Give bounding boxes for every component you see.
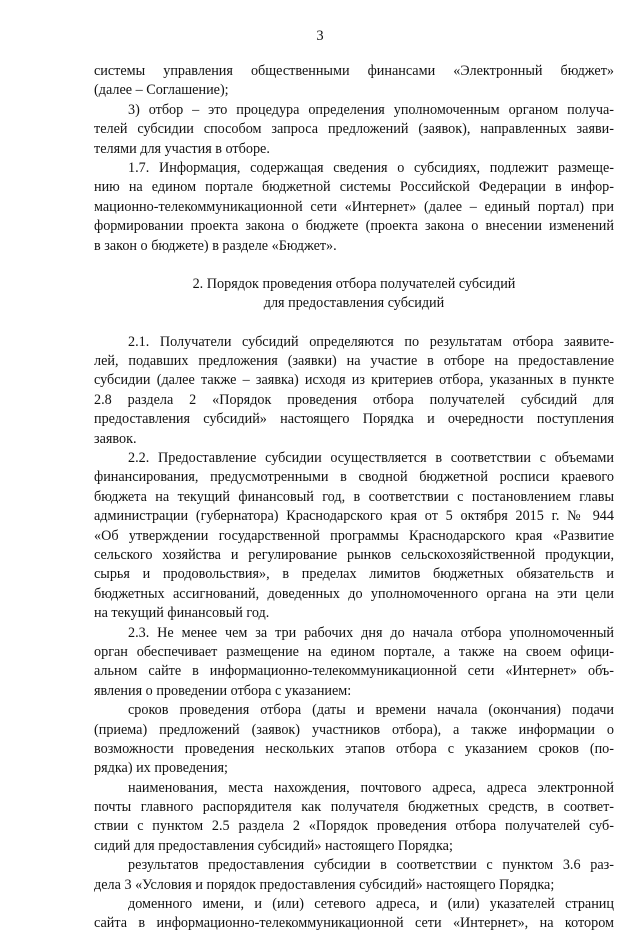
text-line: сельского хозяйства и регулирование рынков сельскохозяйственной продукции, xyxy=(94,546,614,563)
section-heading-line: 2. Порядок проведения отбора получателей субсидий xyxy=(192,275,516,292)
text-line: (далее – Соглашение); xyxy=(94,82,229,99)
text-line: финансирования, предусмотренными в сводной бюджетной росписи краевого xyxy=(94,469,614,486)
text-line: бюджета на текущий финансовый год, в соответствии с постановлением главы xyxy=(94,488,614,505)
section-heading-line: для предоставления субсидий xyxy=(263,295,445,312)
text-line: результатов предоставления субсидии в соответствии с пунктом 3.6 раз- xyxy=(128,857,614,874)
text-line: лей, подавших предложения (заявки) на участие в отборе на предоставление xyxy=(94,353,614,370)
text-line: 3) отбор – это процедура определения уполномоченным органом получа- xyxy=(128,101,614,118)
text-line: рядка) их проведения; xyxy=(94,760,228,777)
text-line: доменного имени, и (или) сетевого адреса, и (или) указателей страниц xyxy=(128,896,614,913)
page-number: 3 xyxy=(316,28,324,44)
text-line: 2.8 раздела 2 «Порядок проведения отбора получателей субсидий для xyxy=(94,391,614,408)
text-line: на текущий финансовый год. xyxy=(94,605,270,622)
text-line: 2.2. Предоставление субсидии осуществляется в соответствии с объемами xyxy=(128,450,614,467)
text-line: почты главного распорядителя как получателя бюджетных средств, в соответ- xyxy=(94,799,614,816)
document-body xyxy=(94,62,614,934)
text-line: (приема) предложений (заявок) участников отбора), а также информации о xyxy=(94,721,614,738)
text-line: бюджетных ассигнований, доведенных до уполномоченного органа на эти цели xyxy=(94,585,614,602)
text-line: сайта в информационно-телекоммуникационной сети «Интернет», на котором xyxy=(94,915,614,932)
text-line: 2.1. Получатели субсидий определяются по результатам отбора заявите- xyxy=(128,333,614,350)
text-line: «Об утверждении государственной программы Краснодарского края «Развитие xyxy=(94,527,614,544)
text-line: формировании проекта закона о бюджете (проекта закона о внесении изменений xyxy=(94,218,614,235)
text-line: системы управления общественными финансами «Электронный бюджет» xyxy=(94,63,614,79)
text-line: субсидии (далее также – заявка) исходя из критериев отбора, указанных в пункте xyxy=(94,372,614,389)
text-line: сроков проведения отбора (даты и времени начала (окончания) подачи xyxy=(128,702,614,719)
text-line: наименования, места нахождения, почтового адреса, адреса электронной xyxy=(128,779,614,796)
text-line: сырья и продовольствия», в пределах лимитов бюджетных обязательств и xyxy=(94,566,614,583)
paragraph-gap xyxy=(94,256,614,275)
text-line: явления о проведении отбора с указанием: xyxy=(94,682,352,699)
text-line: в закон о бюджете) в разделе «Бюджет». xyxy=(94,237,337,254)
text-line: альном сайте в информационно-телекоммуникационной сети «Интернет» объ- xyxy=(94,663,614,680)
text-line: телями для участия в отборе. xyxy=(94,140,270,157)
text-line: орган обеспечивает размещение на едином портале, а также на своем офици- xyxy=(94,643,614,660)
text-line: дела 3 «Условия и порядок предоставления субсидий» настоящего Порядка; xyxy=(94,876,555,893)
text-line: ствии с пунктом 2.5 раздела 2 «Порядок проведения отбора получателей суб- xyxy=(94,818,614,835)
text-line: сидий для предоставления субсидий» настоящего Порядка; xyxy=(94,837,453,854)
text-line: 2.3. Не менее чем за три рабочих дня до начала отбора уполномоченный xyxy=(128,624,614,641)
text-line: мационно-телекоммуникационной сети «Интернет» (далее – единый портал) при xyxy=(94,198,614,215)
text-line: заявок. xyxy=(94,430,137,447)
text-line: телей субсидии способом запроса предложений (заявок), направленных заяви- xyxy=(94,121,614,138)
text-line: 1.7. Информация, содержащая сведения о субсидиях, подлежит размеще- xyxy=(128,159,614,176)
text-line: администрации (губернатора) Краснодарского края от 5 октября 2015 г. № 944 xyxy=(94,508,614,525)
text-line: нию на едином портале бюджетной системы Российской Федерации в инфор- xyxy=(94,179,614,196)
text-line: возможности проведения нескольких этапов отбора с указанием сроков (по- xyxy=(94,740,614,757)
paragraph-gap xyxy=(94,314,614,333)
text-line: предоставления субсидий» настоящего Порядка и очередности поступления xyxy=(94,411,614,428)
